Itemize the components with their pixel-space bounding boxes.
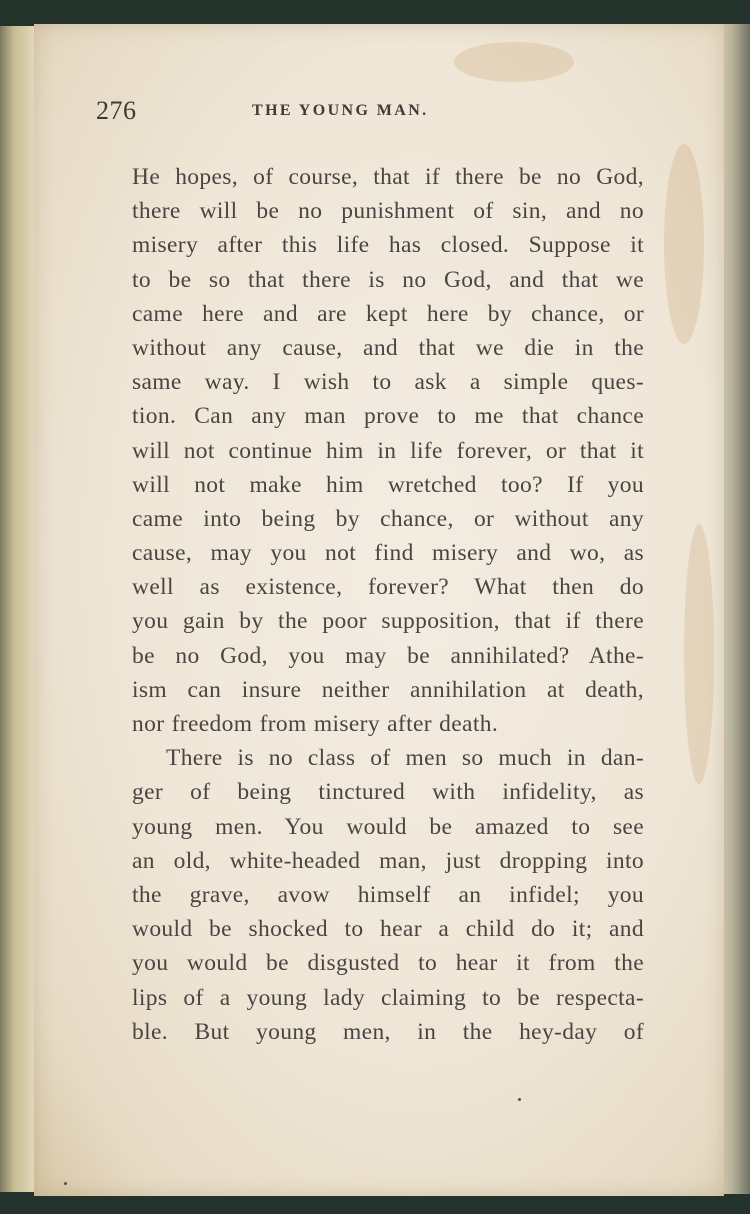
text-line: There is no class of men so much in dan- [166, 745, 644, 772]
text-line: young men. You would be amazed to see [132, 813, 644, 840]
paper-stain [664, 144, 704, 344]
paper-stain [684, 524, 714, 784]
text-line: the grave, avow himself an infidel; you [132, 881, 644, 908]
paper-speck [518, 1098, 521, 1101]
text-line: He hopes, of course, that if there be no God, [132, 164, 644, 190]
page-body [132, 160, 644, 1049]
text-line: came here and are kept here by chance, or [132, 300, 644, 327]
text-line: nor freedom from misery after death. [132, 711, 499, 737]
text-line: ger of being tinctured with infidelity, as [132, 779, 644, 806]
text-line: there will be no punishment of sin, and no [132, 198, 644, 225]
page-number: 276 [96, 96, 137, 125]
text-line: an old, white-headed man, just dropping into [132, 847, 644, 874]
text-line: cause, may you not find misery and wo, as [132, 540, 644, 567]
text-line: to be so that there is no God, and that we [132, 266, 644, 293]
paragraph [132, 741, 644, 1049]
text-line: you gain by the poor supposition, that if there [132, 608, 644, 635]
paper-stain [454, 42, 574, 82]
text-line: you would be disgusted to hear it from the [132, 950, 644, 977]
text-line: without any cause, and that we die in the [132, 334, 644, 361]
text-line: well as existence, forever? What then do [132, 574, 644, 601]
text-line: will not make him wretched too? If you [132, 471, 644, 498]
running-head: THE YOUNG MAN. [252, 102, 429, 119]
text-line: be no God, you may be annihilated? Athe- [132, 642, 644, 669]
text-line: lips of a young lady claiming to be respecta- [132, 984, 644, 1011]
paragraph [132, 160, 644, 741]
text-line: misery after this life has closed. Suppose it [132, 232, 644, 259]
text-line: ism can insure neither annihilation at death, [132, 676, 644, 703]
text-line: would be shocked to hear a child do it; and [132, 916, 644, 943]
text-line: tion. Can any man prove to me that chance [132, 403, 644, 430]
text-line: same way. I wish to ask a simple ques- [132, 369, 644, 396]
text-line: ble. But young men, in the hey-day of [132, 1018, 644, 1045]
text-line: will not continue him in life forever, or that it [132, 437, 644, 464]
text-line: came into being by chance, or without any [132, 505, 644, 532]
paper-speck [64, 1182, 67, 1185]
page-header [96, 96, 656, 136]
